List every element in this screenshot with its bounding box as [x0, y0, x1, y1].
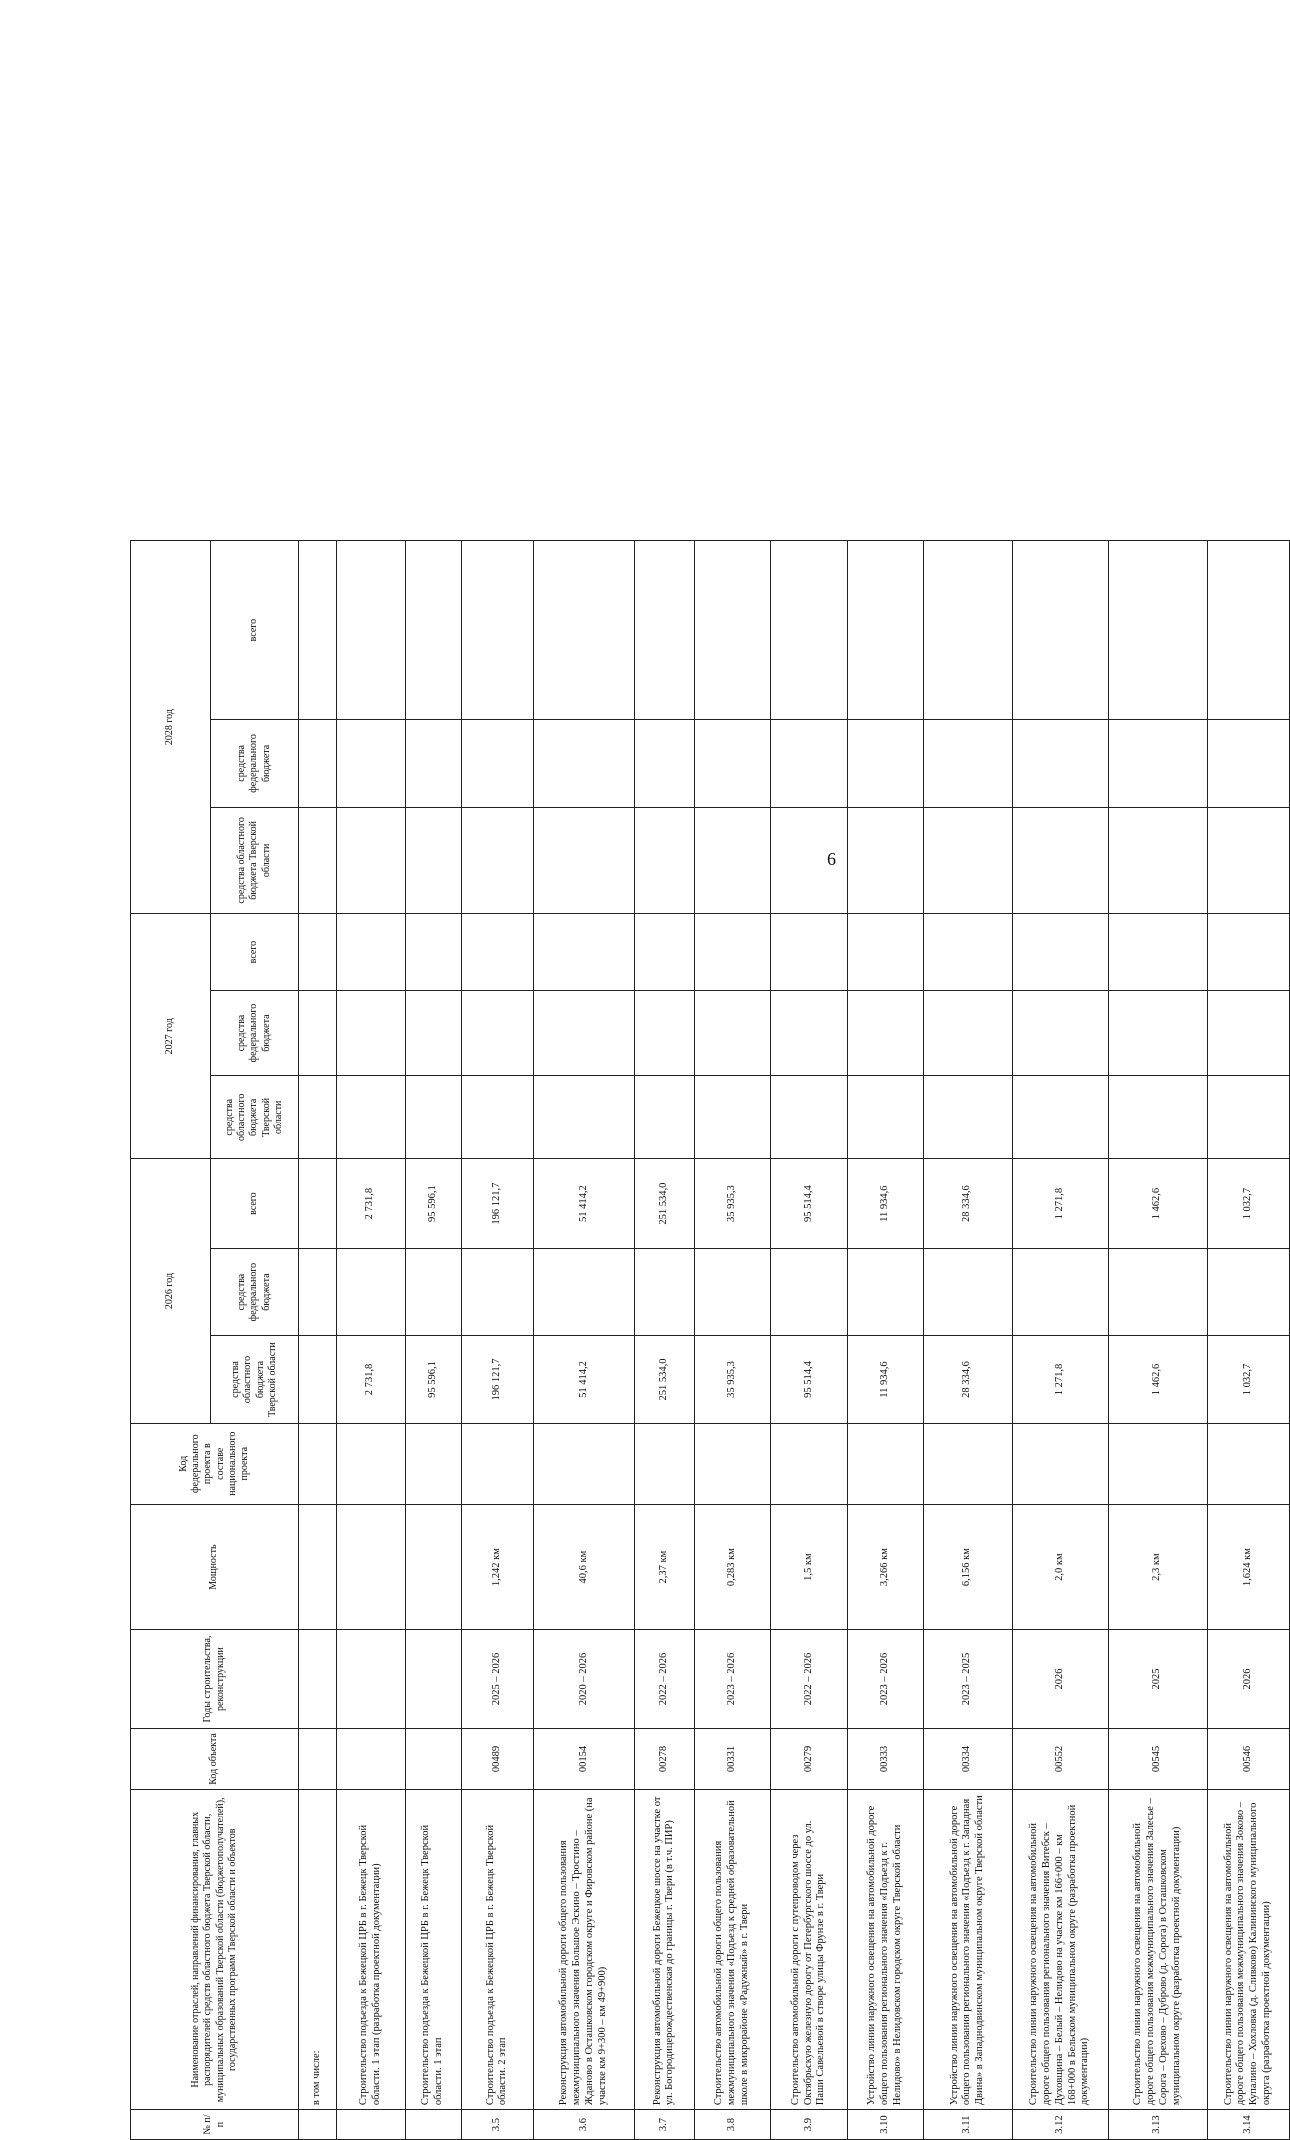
row-regional-2027: [534, 1076, 635, 1159]
row-total-2026: 1 271,8: [1012, 1159, 1108, 1249]
row-number: [337, 2110, 405, 2140]
row-federal-2028: [924, 720, 1012, 807]
row-federal-2026: [924, 1248, 1012, 1335]
header-name: Наименование отраслей, направлений финансирования, главных распорядителей средств областного бюджета Тверской области, муниципальных образований Тверской области (бюджетополучателей), государственных программ Тверской области и объектов: [131, 1790, 299, 2110]
row-total-2027: [405, 914, 461, 991]
row-fed-code: [337, 1423, 405, 1504]
row-federal-2028: [1207, 720, 1290, 807]
row-capacity: 0,283 км: [694, 1504, 770, 1630]
row-total-2028: [634, 541, 694, 720]
row-regional-2027: [771, 1076, 847, 1159]
row-regional-2027: [461, 1076, 533, 1159]
row-capacity: [405, 1504, 461, 1630]
row-regional-2026: 2 731,8: [337, 1336, 405, 1423]
row-regional-2026: 1 032,7: [1207, 1336, 1290, 1423]
row-years: 2025 – 2026: [461, 1630, 533, 1728]
row-years: 2023 – 2026: [847, 1630, 923, 1728]
row-total-2028: [337, 541, 405, 720]
row-regional-2027: [299, 1076, 337, 1159]
row-fed-code: [771, 1423, 847, 1504]
row-federal-2027: [405, 990, 461, 1075]
row-years: 2022 – 2026: [771, 1630, 847, 1728]
row-capacity: 2,3 км: [1109, 1504, 1207, 1630]
row-number: 3.12: [1012, 2110, 1108, 2140]
row-years: [337, 1630, 405, 1728]
row-federal-2028: [405, 720, 461, 807]
header-num: № п/п: [131, 2110, 299, 2140]
row-total-2027: [299, 914, 337, 991]
row-regional-2028: [1109, 807, 1207, 914]
row-regional-2027: [847, 1076, 923, 1159]
header-years: Годы строительства, реконструкции: [131, 1630, 299, 1728]
row-federal-2027: [337, 990, 405, 1075]
row-regional-2028: [299, 807, 337, 914]
table-row: [924, 541, 1012, 2140]
row-capacity: 1,242 км: [461, 1504, 533, 1630]
row-regional-2028: [1012, 807, 1108, 914]
row-federal-2028: [461, 720, 533, 807]
row-code: 00334: [924, 1728, 1012, 1790]
row-capacity: [337, 1504, 405, 1630]
row-years: 2023 – 2026: [694, 1630, 770, 1728]
table-row: [337, 541, 405, 2140]
header-year-2026: 2026 год: [131, 1159, 211, 1423]
header-federal-2026: средства федерального бюджета: [211, 1248, 299, 1335]
row-name: Реконструкция автомобильной дороги Бежецкое шоссе на участке от ул. Богородицерождественская до границы г. Твери (в т.ч. ПИР): [634, 1790, 694, 2110]
row-fed-code: [1109, 1423, 1207, 1504]
row-federal-2026: [405, 1248, 461, 1335]
row-federal-2028: [1012, 720, 1108, 807]
row-number: 3.9: [771, 2110, 847, 2140]
row-regional-2026: 95 514,4: [771, 1336, 847, 1423]
table-row: [1012, 541, 1108, 2140]
row-fed-code: [694, 1423, 770, 1504]
row-regional-2026: 28 334,6: [924, 1336, 1012, 1423]
row-code: 00279: [771, 1728, 847, 1790]
row-total-2027: [1109, 914, 1207, 991]
row-total-2026: 1 462,6: [1109, 1159, 1207, 1249]
row-capacity: 2,0 км: [1012, 1504, 1108, 1630]
row-total-2028: [534, 541, 635, 720]
row-code: [299, 1728, 337, 1790]
row-code: [405, 1728, 461, 1790]
row-total-2026: 1 032,7: [1207, 1159, 1290, 1249]
row-years: 2026: [1207, 1630, 1290, 1728]
header-total-2026: всего: [211, 1159, 299, 1249]
row-name: Строительство подъезда к Бежецкой ЦРБ в г. Бежецк Тверской области. 1 этап (разработка проектной документации): [337, 1790, 405, 2110]
row-regional-2026: 251 534,0: [634, 1336, 694, 1423]
row-regional-2028: [461, 807, 533, 914]
header-regional-2026: средства областного бюджета Тверской области: [211, 1336, 299, 1423]
row-total-2028: [1207, 541, 1290, 720]
row-total-2027: [1207, 914, 1290, 991]
row-federal-2026: [1109, 1248, 1207, 1335]
row-federal-2027: [771, 990, 847, 1075]
row-name: Строительство линии наружного освещения на автомобильной дороге общего пользования межмуниципального значения Зоково – Купалино – Хохловка (д. Сливково) Калининского муниципального округа (разработка проектной документации): [1207, 1790, 1290, 2110]
row-regional-2028: [847, 807, 923, 914]
header-fed-code: Код федерального проекта в составе национального проекта: [131, 1423, 299, 1504]
row-name: Устройство линии наружного освещения на автомобильной дороге общего пользования регионального значения «Подъезд к г. Нелидово» в Нелидовском городском округе Тверской области: [847, 1790, 923, 2110]
budget-table: [130, 540, 1290, 2140]
row-federal-2028: [337, 720, 405, 807]
row-federal-2027: [847, 990, 923, 1075]
row-fed-code: [634, 1423, 694, 1504]
row-regional-2026: 1 462,6: [1109, 1336, 1207, 1423]
row-federal-2026: [1207, 1248, 1290, 1335]
row-number: 3.6: [534, 2110, 635, 2140]
row-federal-2026: [1012, 1248, 1108, 1335]
row-regional-2026: 11 934,6: [847, 1336, 923, 1423]
row-capacity: 1,624 км: [1207, 1504, 1290, 1630]
row-total-2028: [405, 541, 461, 720]
row-regional-2028: [771, 807, 847, 914]
row-total-2026: 196 121,7: [461, 1159, 533, 1249]
row-federal-2028: [694, 720, 770, 807]
row-federal-2026: [534, 1248, 635, 1335]
row-regional-2026: 35 935,3: [694, 1336, 770, 1423]
row-number: 3.10: [847, 2110, 923, 2140]
row-number: 3.5: [461, 2110, 533, 2140]
row-fed-code: [1012, 1423, 1108, 1504]
row-fed-code: [1207, 1423, 1290, 1504]
table-row: [405, 541, 461, 2140]
row-capacity: 3,266 км: [847, 1504, 923, 1630]
page-number: 6: [827, 849, 836, 869]
row-fed-code: [847, 1423, 923, 1504]
row-regional-2026: 51 414,2: [534, 1336, 635, 1423]
row-total-2027: [461, 914, 533, 991]
row-code: 00154: [534, 1728, 635, 1790]
row-number: 3.11: [924, 2110, 1012, 2140]
row-regional-2027: [1207, 1076, 1290, 1159]
row-total-2028: [771, 541, 847, 720]
table-header: [131, 541, 299, 2140]
row-total-2026: 11 934,6: [847, 1159, 923, 1249]
row-total-2026: 35 935,3: [694, 1159, 770, 1249]
row-number: 3.13: [1109, 2110, 1207, 2140]
row-federal-2026: [634, 1248, 694, 1335]
table-row: [634, 541, 694, 2140]
row-regional-2027: [1012, 1076, 1108, 1159]
row-number: 3.14: [1207, 2110, 1290, 2140]
row-regional-2027: [924, 1076, 1012, 1159]
row-federal-2027: [1207, 990, 1290, 1075]
row-total-2028: [847, 541, 923, 720]
header-code: Код объекта: [131, 1728, 299, 1790]
row-fed-code: [461, 1423, 533, 1504]
header-federal-2028: средства федерального бюджета: [211, 720, 299, 807]
row-total-2027: [634, 914, 694, 991]
row-regional-2028: [924, 807, 1012, 914]
row-total-2026: 51 414,2: [534, 1159, 635, 1249]
row-regional-2028: [634, 807, 694, 914]
row-years: 2023 – 2025: [924, 1630, 1012, 1728]
row-total-2027: [771, 914, 847, 991]
row-regional-2028: [534, 807, 635, 914]
row-years: [299, 1630, 337, 1728]
table-row: [534, 541, 635, 2140]
row-fed-code: [924, 1423, 1012, 1504]
row-regional-2026: [299, 1336, 337, 1423]
table-row: [299, 541, 337, 2140]
row-code: 00278: [634, 1728, 694, 1790]
row-regional-2027: [337, 1076, 405, 1159]
row-code: 00552: [1012, 1728, 1108, 1790]
row-number: 3.8: [694, 2110, 770, 2140]
row-total-2027: [1012, 914, 1108, 991]
header-federal-2027: средства федерального бюджета: [211, 990, 299, 1075]
row-name: Строительство автомобильной дороги с путепроводом через Октябрьскую железную дорогу от Петербургского шоссе до ул. Паши Савельевой в створе улицы Фрунзе в г. Твери: [771, 1790, 847, 2110]
row-federal-2027: [924, 990, 1012, 1075]
header-regional-2027: средства областного бюджета Тверской области: [211, 1076, 299, 1159]
row-federal-2027: [299, 990, 337, 1075]
row-code: [337, 1728, 405, 1790]
row-federal-2027: [1109, 990, 1207, 1075]
row-total-2027: [847, 914, 923, 991]
rotated-table-container: [130, 540, 1290, 2140]
table-row: [771, 541, 847, 2140]
row-total-2026: [299, 1159, 337, 1249]
row-code: 00489: [461, 1728, 533, 1790]
row-total-2028: [299, 541, 337, 720]
row-federal-2028: [771, 720, 847, 807]
table-body: [299, 541, 1290, 2140]
row-fed-code: [534, 1423, 635, 1504]
row-fed-code: [405, 1423, 461, 1504]
row-name: Строительство линии наружного освещения на автомобильной дороге общего пользования регионального значения Витебск – Духовщина – Белый – Нелидово на участке км 166+000 – км 168+000 в Бельском муниципальном округе (разработка проектной документации): [1012, 1790, 1108, 2110]
row-federal-2026: [461, 1248, 533, 1335]
row-federal-2026: [847, 1248, 923, 1335]
row-federal-2027: [461, 990, 533, 1075]
row-federal-2028: [1109, 720, 1207, 807]
table-row: [847, 541, 923, 2140]
row-federal-2027: [634, 990, 694, 1075]
row-total-2028: [1012, 541, 1108, 720]
row-federal-2028: [634, 720, 694, 807]
row-years: 2020 – 2026: [534, 1630, 635, 1728]
row-regional-2028: [1207, 807, 1290, 914]
row-federal-2026: [694, 1248, 770, 1335]
row-number: 3.7: [634, 2110, 694, 2140]
row-capacity: 6,156 км: [924, 1504, 1012, 1630]
row-years: 2022 – 2026: [634, 1630, 694, 1728]
row-federal-2028: [847, 720, 923, 807]
row-capacity: 2,37 км: [634, 1504, 694, 1630]
header-total-2028: всего: [211, 541, 299, 720]
row-years: 2026: [1012, 1630, 1108, 1728]
row-total-2026: 28 334,6: [924, 1159, 1012, 1249]
row-total-2027: [924, 914, 1012, 991]
row-federal-2027: [694, 990, 770, 1075]
row-regional-2027: [634, 1076, 694, 1159]
row-regional-2028: [694, 807, 770, 914]
row-name: Реконструкция автомобильной дороги общего пользования межмуниципального значения Большое Эскино – Тростино – Жданово в Осташковском городском округе и Фировском районе (на участке км 9+300 – км 49+900): [534, 1790, 635, 2110]
row-regional-2027: [1109, 1076, 1207, 1159]
table-row: [461, 541, 533, 2140]
row-number: [299, 2110, 337, 2140]
row-fed-code: [299, 1423, 337, 1504]
row-code: 00331: [694, 1728, 770, 1790]
row-regional-2026: 95 596,1: [405, 1336, 461, 1423]
row-federal-2027: [534, 990, 635, 1075]
row-code: 00545: [1109, 1728, 1207, 1790]
row-total-2026: 251 534,0: [634, 1159, 694, 1249]
row-number: [405, 2110, 461, 2140]
row-name: Строительство автомобильной дороги общего пользования межмуниципального значения «Подъезд к средней образовательной школе в микрорайоне «Радужный» в г. Твери: [694, 1790, 770, 2110]
row-regional-2028: [337, 807, 405, 914]
row-federal-2028: [299, 720, 337, 807]
header-regional-2028: средства областного бюджета Тверской области: [211, 807, 299, 914]
table-row: [1109, 541, 1207, 2140]
header-capacity: Мощность: [131, 1504, 299, 1630]
row-capacity: 40,6 км: [534, 1504, 635, 1630]
row-years: 2025: [1109, 1630, 1207, 1728]
row-total-2026: 2 731,8: [337, 1159, 405, 1249]
table-row: [694, 541, 770, 2140]
row-regional-2026: 196 121,7: [461, 1336, 533, 1423]
row-federal-2026: [771, 1248, 847, 1335]
row-total-2026: 95 514,4: [771, 1159, 847, 1249]
row-federal-2026: [299, 1248, 337, 1335]
row-total-2028: [1109, 541, 1207, 720]
row-name: Строительство подъезда к Бежецкой ЦРБ в г. Бежецк Тверской области. 2 этап: [461, 1790, 533, 2110]
row-regional-2027: [694, 1076, 770, 1159]
row-code: 00333: [847, 1728, 923, 1790]
row-total-2028: [694, 541, 770, 720]
row-regional-2026: 1 271,8: [1012, 1336, 1108, 1423]
row-total-2027: [694, 914, 770, 991]
row-name: Устройство линии наружного освещения на автомобильной дороге общего пользования регионального значения «Подъезд к г. Западная Двина» в Западнодвинском муниципальном округе Тверской области: [924, 1790, 1012, 2110]
row-name: Строительство линии наружного освещения на автомобильной дороге общего пользования межмуниципального значения Залесье – Сорога – Орехово – Дуброво (д. Сорога) в Осташковском муниципальном округе (разработка проектной документации): [1109, 1790, 1207, 2110]
header-total-2027: всего: [211, 914, 299, 991]
row-capacity: [299, 1504, 337, 1630]
row-code: 00546: [1207, 1728, 1290, 1790]
row-federal-2028: [534, 720, 635, 807]
row-total-2027: [337, 914, 405, 991]
row-regional-2028: [405, 807, 461, 914]
row-name: в том числе:: [299, 1790, 337, 2110]
header-year-2027: 2027 год: [131, 914, 211, 1159]
row-years: [405, 1630, 461, 1728]
row-total-2027: [534, 914, 635, 991]
row-federal-2027: [1012, 990, 1108, 1075]
row-total-2028: [924, 541, 1012, 720]
row-total-2028: [461, 541, 533, 720]
header-year-2028: 2028 год: [131, 541, 211, 914]
row-capacity: 1,5 км: [771, 1504, 847, 1630]
row-name: Строительство подъезда к Бежецкой ЦРБ в г. Бежецк Тверской области. 1 этап: [405, 1790, 461, 2110]
row-regional-2027: [405, 1076, 461, 1159]
row-total-2026: 95 596,1: [405, 1159, 461, 1249]
table-row: [1207, 541, 1290, 2140]
row-federal-2026: [337, 1248, 405, 1335]
